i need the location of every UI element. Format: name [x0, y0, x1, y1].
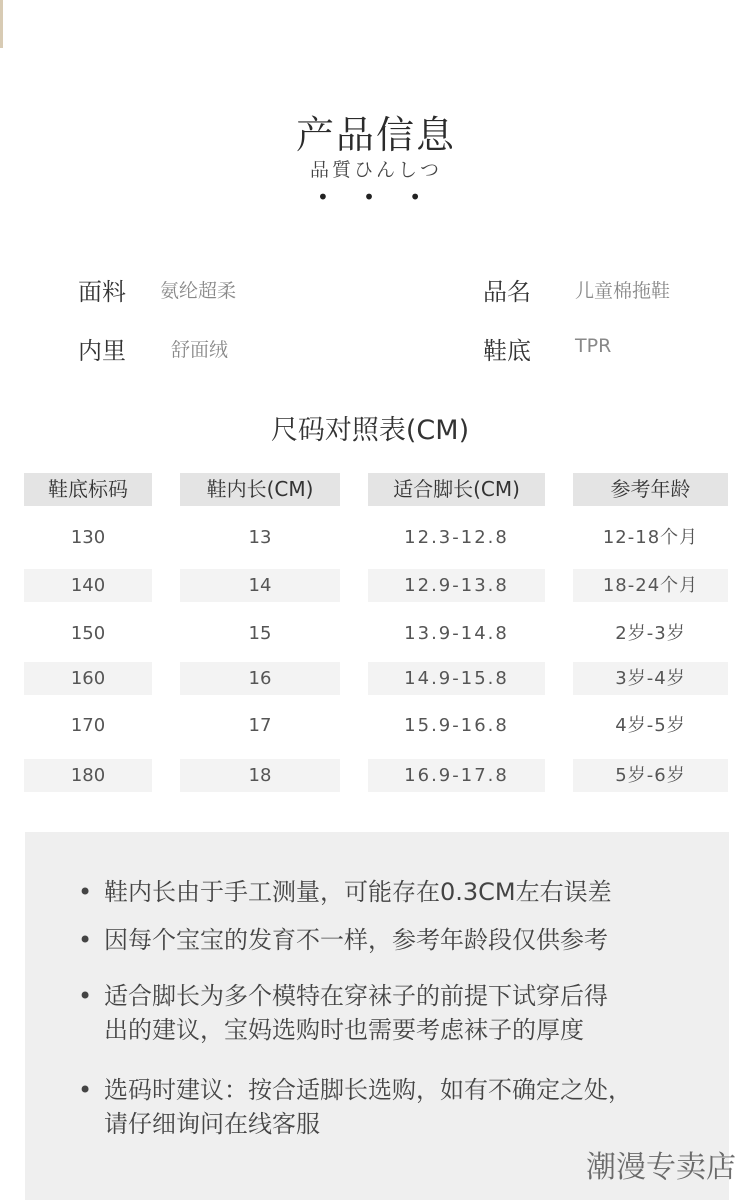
table-cell: 13: [248, 527, 272, 548]
note-size-advice-line1: 选码时建议：按合适脚长选购，如有不确定之处，: [104, 1076, 632, 1104]
table-cell: 18: [248, 765, 272, 786]
table-cell: 15: [248, 623, 272, 644]
note-age-reference: 因每个宝宝的发育不一样，参考年龄段仅供参考: [104, 926, 608, 954]
size-table-title: 尺码对照表(CM): [270, 415, 470, 446]
table-cell: 170: [70, 715, 106, 736]
note-measurement-error: 鞋内长由于手工测量，可能存在0.3CM左右误差: [104, 878, 612, 906]
product-name-label: 品名: [483, 278, 531, 306]
header-sole-size: 鞋底标码: [24, 473, 152, 506]
table-cell: 17: [248, 715, 272, 736]
table-cell: 3岁-4岁: [615, 668, 686, 689]
table-cell: 12.9-13.8: [404, 575, 509, 596]
bullet-icon: •: [78, 926, 93, 954]
page-title: 产品信息: [295, 113, 456, 157]
sole-label: 鞋底: [483, 337, 531, 365]
table-cell: 15.9-16.8: [404, 715, 509, 736]
sole-value: TPR: [575, 335, 612, 357]
header-foot-length: 适合脚长(CM): [368, 473, 545, 506]
header-age: 参考年龄: [573, 473, 728, 506]
table-cell: 16: [248, 668, 272, 689]
note-foot-length-line1: 适合脚长为多个模特在穿袜子的前提下试穿后得: [104, 982, 608, 1010]
bullet-icon: •: [78, 878, 93, 906]
table-cell: 140: [70, 575, 106, 596]
table-cell: 5岁-6岁: [615, 765, 686, 786]
fabric-label: 面料: [78, 278, 126, 306]
header-inner-length: 鞋内长(CM): [180, 473, 340, 506]
table-cell: 18-24个月: [602, 575, 699, 596]
table-cell: 4岁-5岁: [615, 715, 686, 736]
corner-decoration: [0, 0, 3, 48]
table-cell: 14.9-15.8: [404, 668, 509, 689]
table-cell: 180: [70, 765, 106, 786]
table-cell: 160: [70, 668, 106, 689]
table-cell: 12-18个月: [602, 527, 699, 548]
bullet-icon: •: [78, 1076, 93, 1104]
table-cell: 12.3-12.8: [404, 527, 509, 548]
lining-label: 内里: [78, 337, 126, 365]
note-size-advice-line2: 请仔细询问在线客服: [104, 1110, 320, 1138]
lining-value: 舒面绒: [171, 339, 229, 361]
bullet-icon: •: [78, 982, 93, 1010]
table-cell: 14: [248, 575, 272, 596]
note-foot-length-line2: 出的建议，宝妈选购时也需要考虑袜子的厚度: [104, 1016, 584, 1044]
decorative-dots: • • •: [316, 185, 436, 209]
fabric-value: 氨纶超柔: [160, 280, 237, 302]
table-cell: 16.9-17.8: [404, 765, 509, 786]
table-cell: 130: [70, 527, 106, 548]
table-cell: 150: [70, 623, 106, 644]
page-subtitle: 品質ひんしつ: [309, 159, 442, 181]
product-name-value: 儿童棉拖鞋: [575, 280, 671, 302]
shop-watermark: 潮漫专卖店: [586, 1150, 736, 1185]
table-cell: 2岁-3岁: [615, 623, 686, 644]
table-cell: 13.9-14.8: [404, 623, 509, 644]
